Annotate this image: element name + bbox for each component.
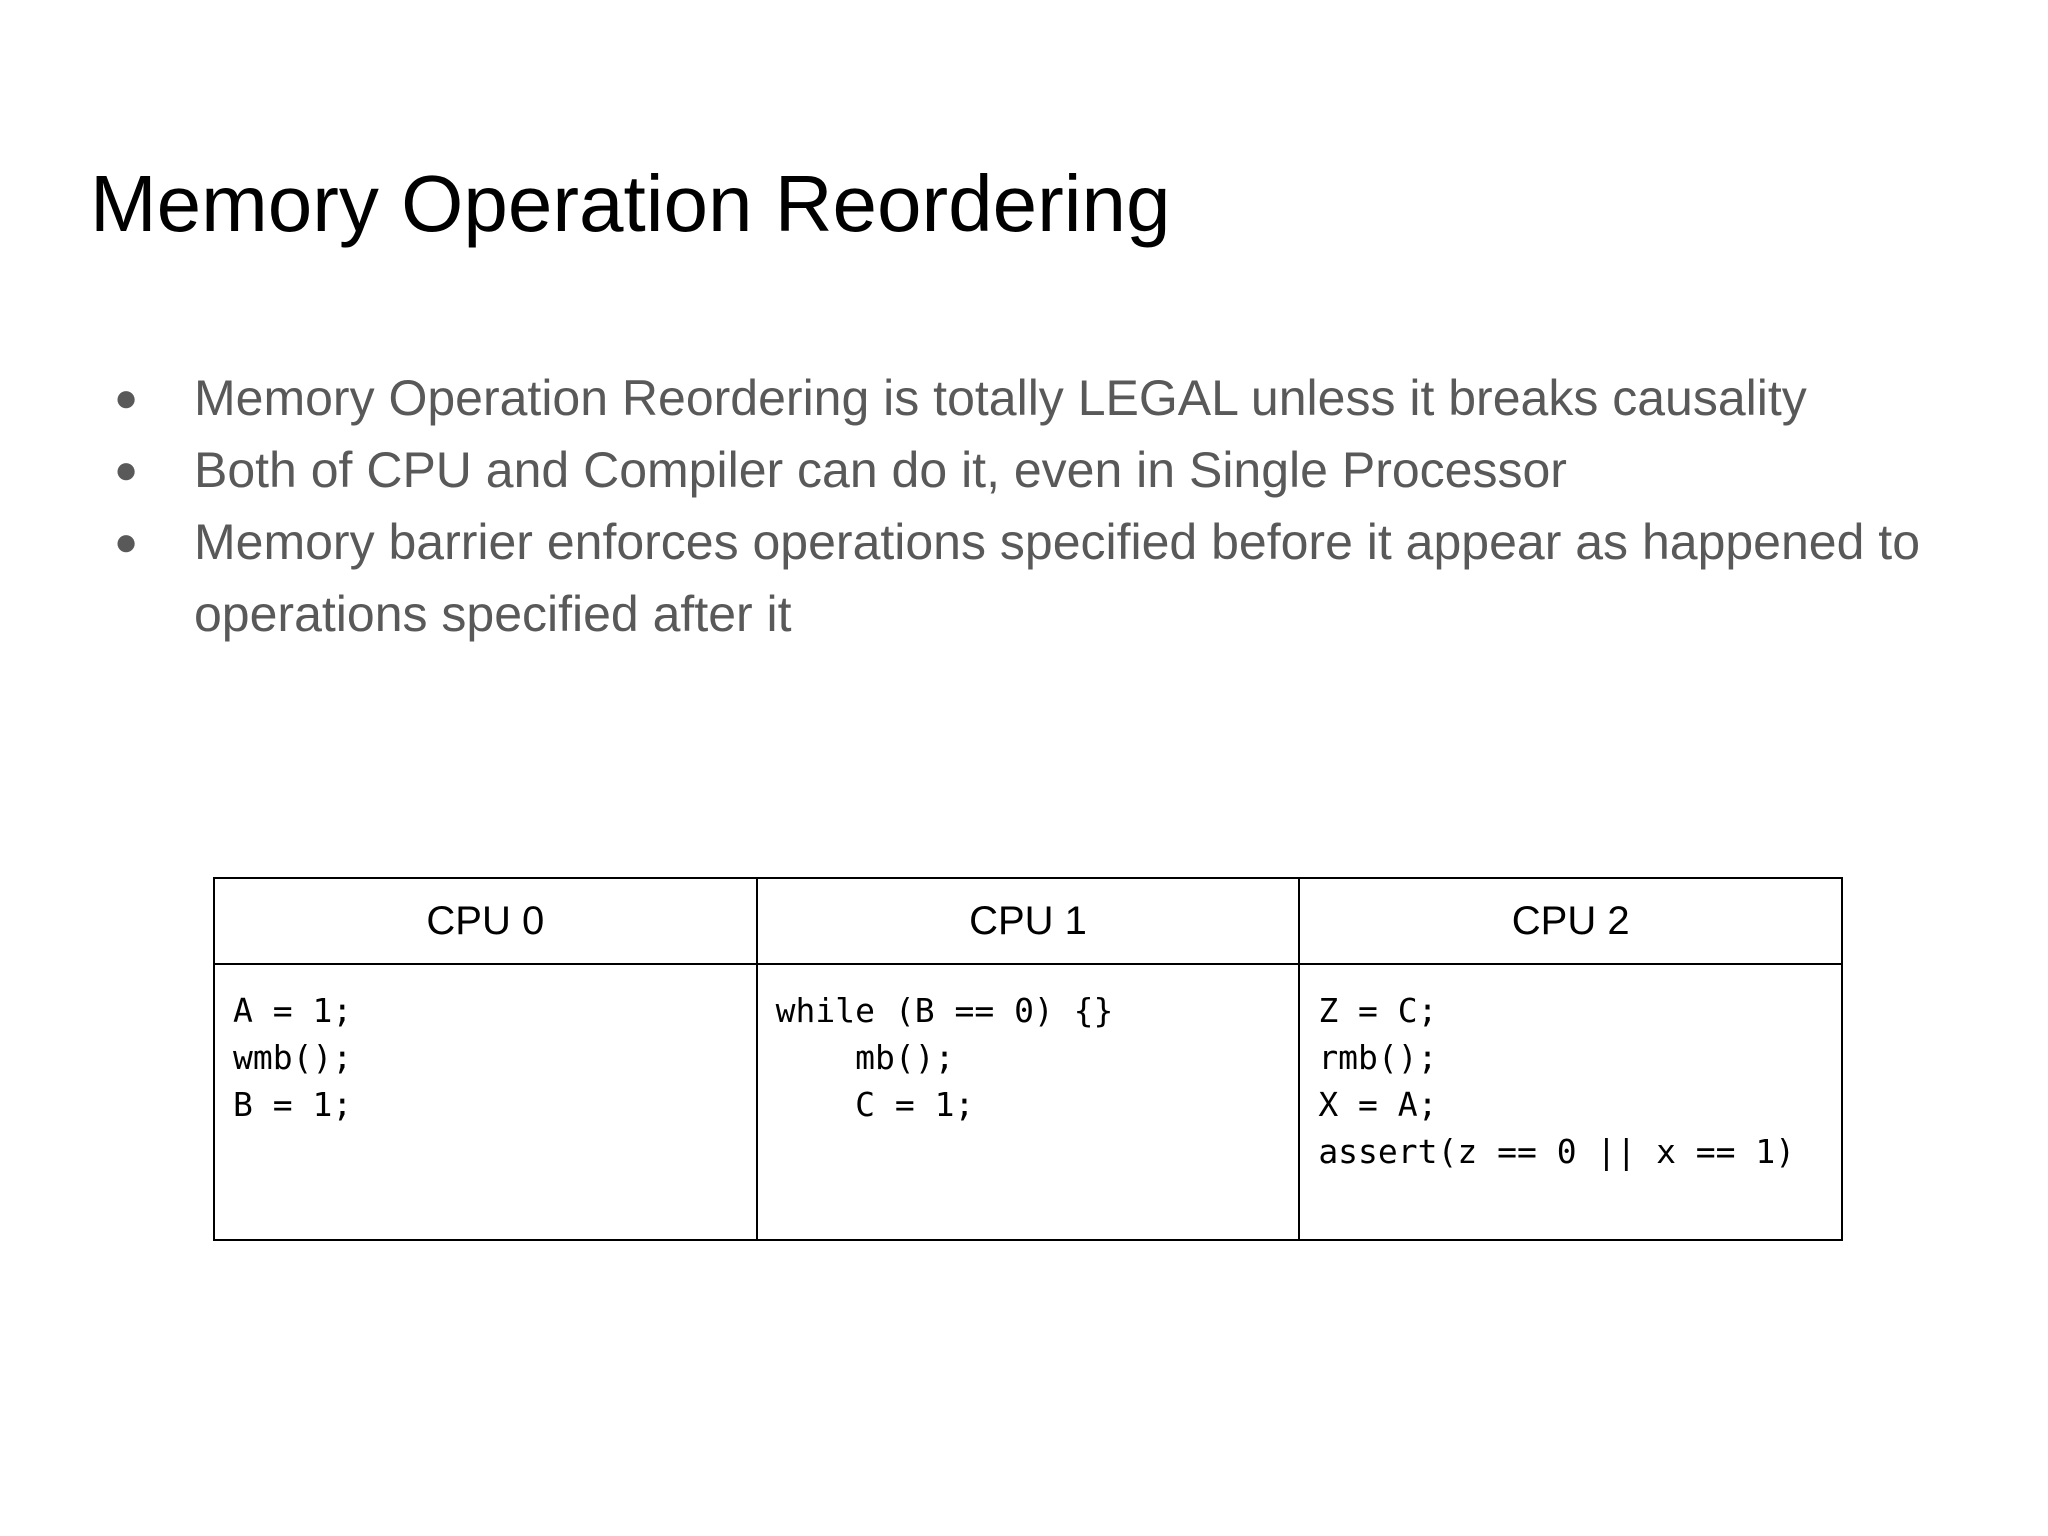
bullet-item: [108, 362, 2008, 434]
cpu-code-table: [213, 877, 1843, 1241]
code-block-cpu-1: while (B == 0) {} mb(); C = 1;: [775, 991, 1114, 1124]
bullet-item: [108, 506, 2008, 650]
bullet-text: Both of CPU and Compiler can do it, even in Single Processor: [194, 442, 1567, 498]
bullet-dot-icon: ●: [114, 376, 139, 420]
bullet-text: Memory Operation Reordering is totally LEGAL unless it breaks causality: [194, 370, 1807, 426]
bullet-text: Memory barrier enforces operations specified before it appear as happened to operations specified after it: [194, 514, 1921, 642]
header-cpu-0: CPU 0: [214, 878, 757, 964]
slide-title: Memory Operation Reordering: [90, 159, 1171, 248]
bullet-dot-icon: ●: [114, 520, 139, 564]
bullet-item: [108, 434, 2008, 506]
code-cell-cpu-2: [1299, 964, 1842, 1240]
table-header-row: [214, 878, 1842, 964]
bullet-list: [108, 362, 2008, 650]
code-cell-cpu-0: [214, 964, 757, 1240]
code-block-cpu-0: A = 1; wmb(); B = 1;: [233, 991, 353, 1124]
code-cell-cpu-1: [757, 964, 1300, 1240]
header-cpu-2: CPU 2: [1299, 878, 1842, 964]
header-cpu-1: CPU 1: [757, 878, 1300, 964]
bullet-dot-icon: ●: [114, 448, 139, 492]
code-block-cpu-2: Z = C; rmb(); X = A; assert(z == 0 || x == 1): [1318, 991, 1796, 1171]
table-row: [214, 964, 1842, 1240]
